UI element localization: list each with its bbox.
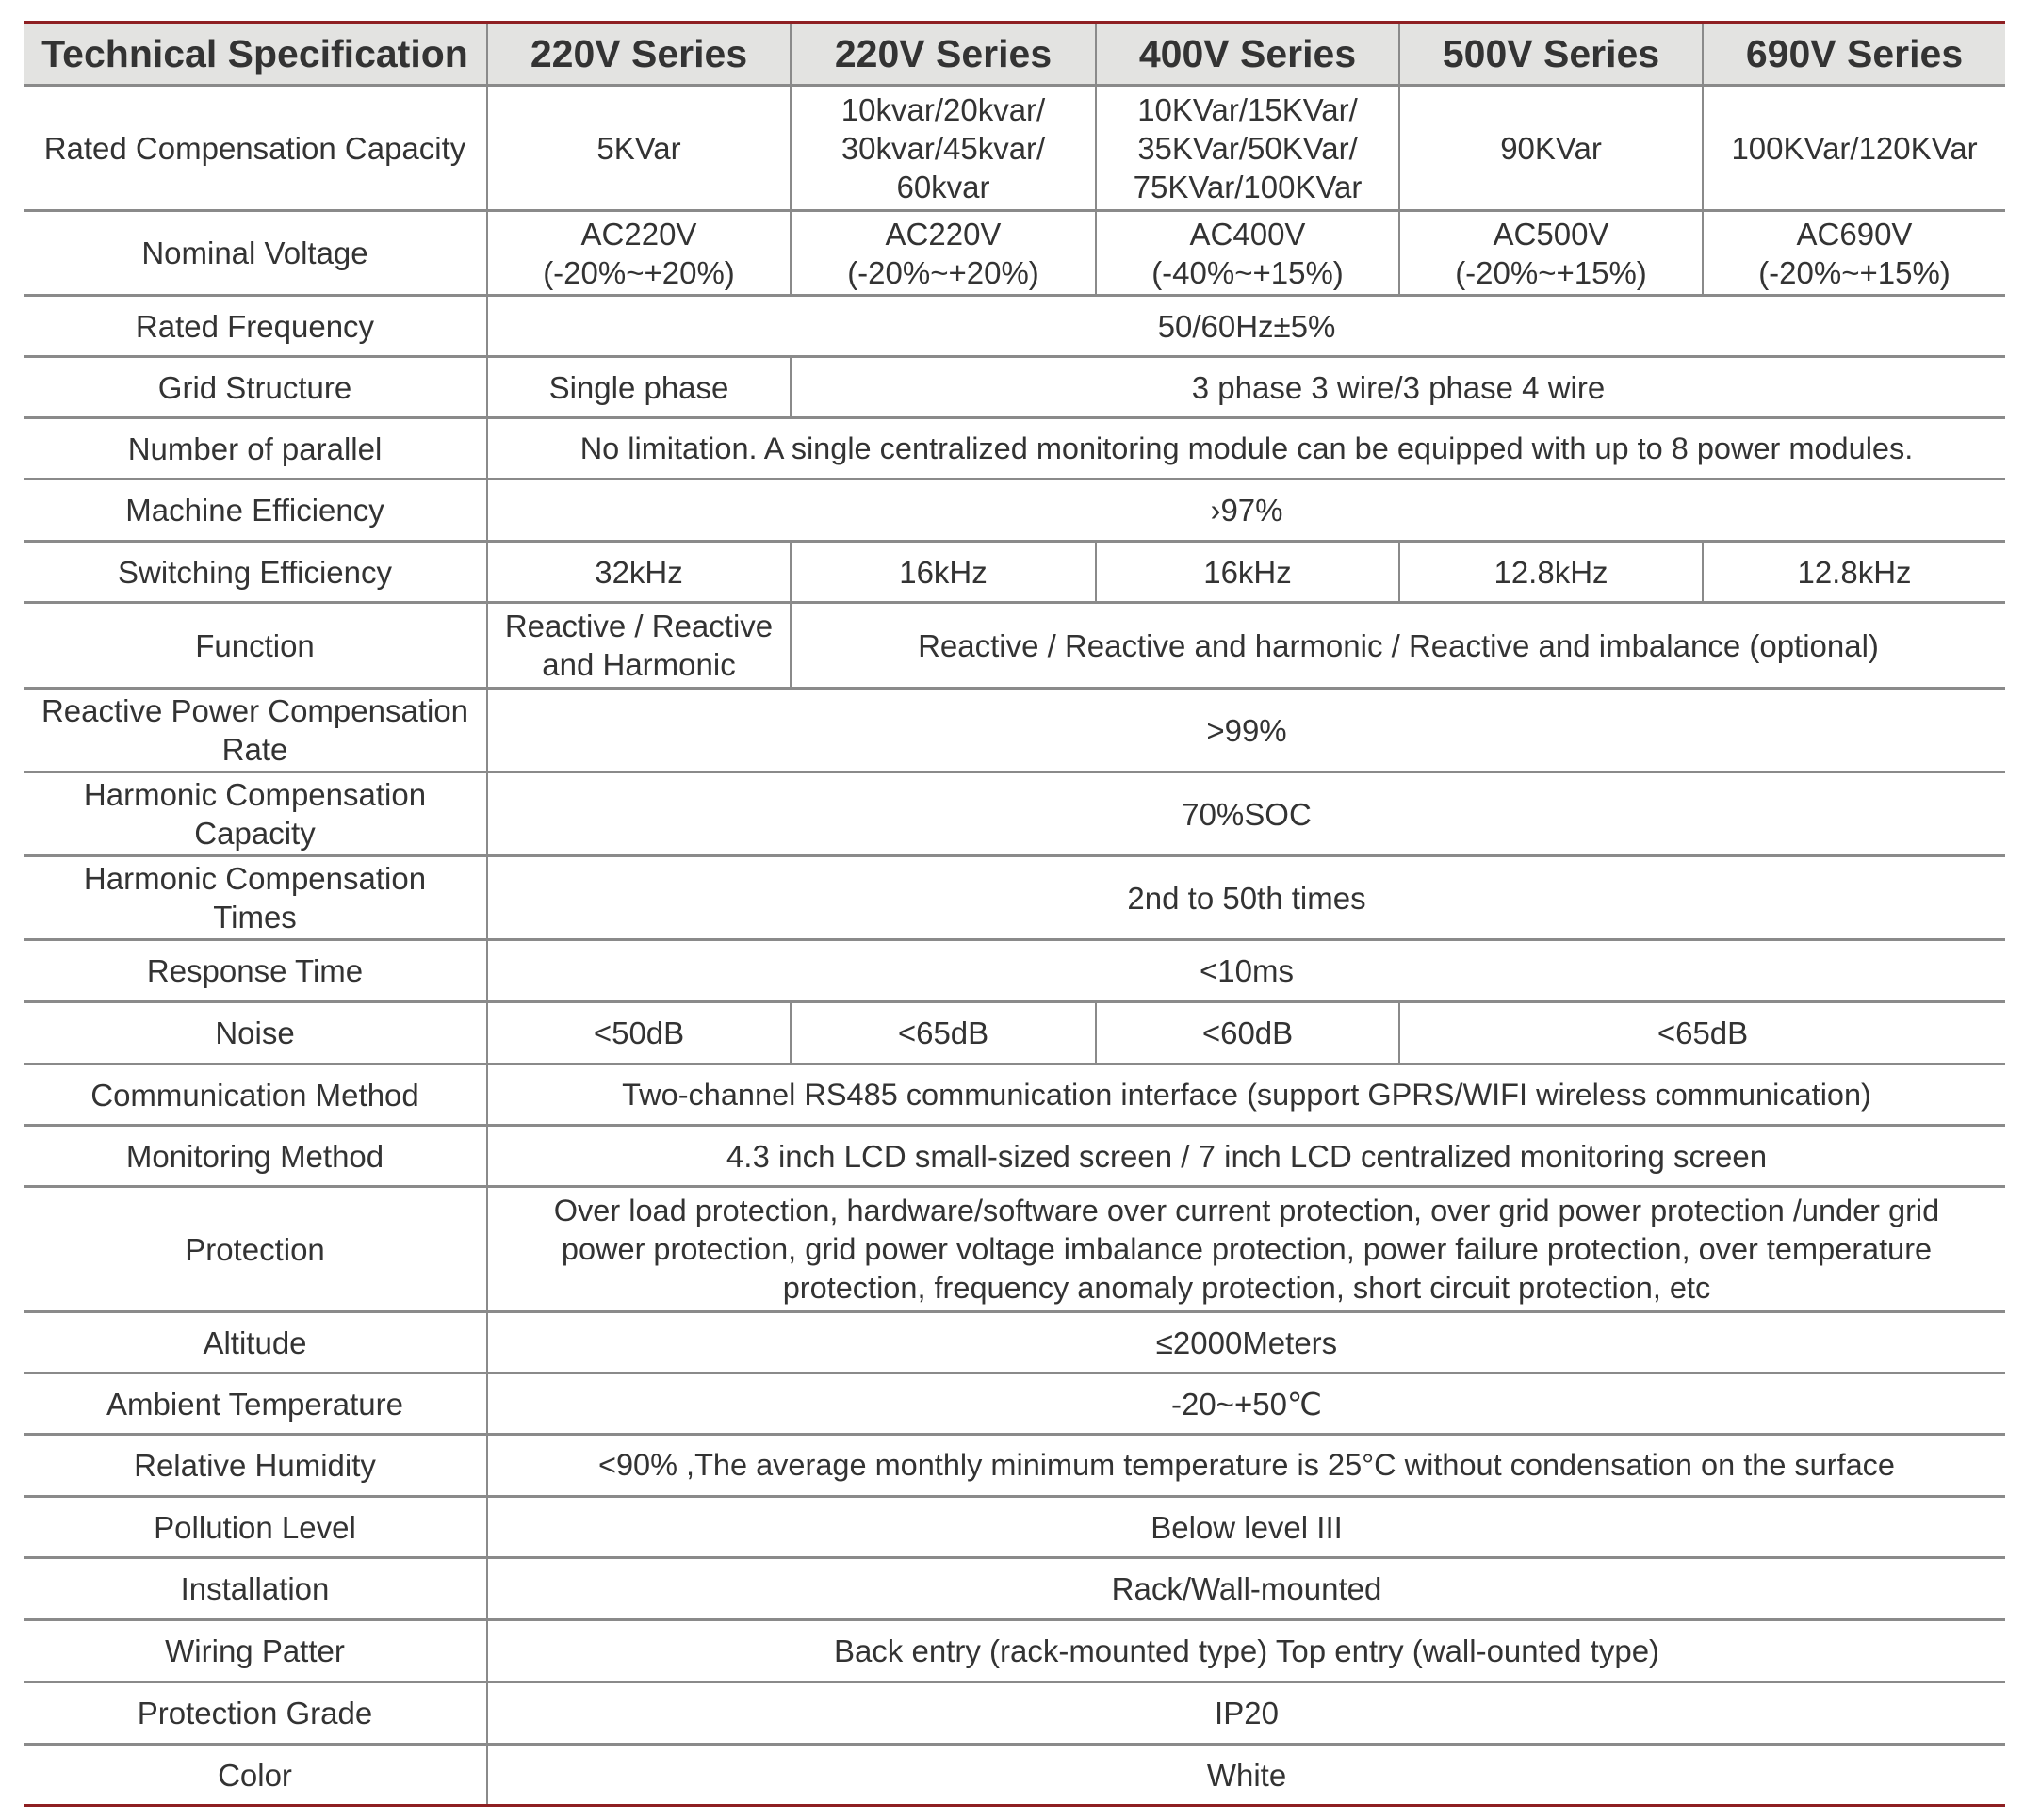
spec-value-function: Reactive / Reactive and Harmonic (486, 601, 790, 687)
spec-value-response-time: <10ms (486, 938, 2005, 1000)
header-column-3: 400V Series (1095, 24, 1398, 87)
header-column-2: 220V Series (790, 24, 1095, 87)
spec-value-installation: Rack/Wall-mounted (486, 1556, 2005, 1618)
spec-value-reactive-power-compensation-rate: >99% (486, 687, 2005, 771)
row-label-nominal-voltage: Nominal Voltage (24, 209, 486, 294)
row-label-relative-humidity: Relative Humidity (24, 1433, 486, 1495)
spec-value-function: Reactive / Reactive and harmonic / Reactive and imbalance (optional) (790, 601, 2005, 687)
spec-value-rated-compensation-capacity: 5KVar (486, 87, 790, 209)
spec-value-switching-efficiency: 12.8kHz (1398, 540, 1702, 601)
spec-value-rated-compensation-capacity: 100KVar/120KVar (1702, 87, 2005, 209)
row-label-pollution-level: Pollution Level (24, 1495, 486, 1556)
spec-value-nominal-voltage: AC220V (-20%~+20%) (486, 209, 790, 294)
spec-value-switching-efficiency: 16kHz (790, 540, 1095, 601)
row-label-rated-compensation-capacity: Rated Compensation Capacity (43, 130, 466, 166)
row-label-machine-efficiency: Machine Efficiency (24, 478, 486, 540)
row-label-switching-efficiency: Switching Efficiency (24, 540, 486, 601)
spec-value-noise: <65dB (790, 1000, 1095, 1063)
row-label-noise: Noise (24, 1000, 486, 1063)
spec-value-protection-grade: IP20 (486, 1681, 2005, 1743)
spec-value-color: White (486, 1743, 2005, 1804)
spec-value-grid-structure: 3 phase 3 wire/3 phase 4 wire (790, 355, 2005, 416)
spec-value-wiring-patter: Back entry (rack-mounted type) Top entry (wall-ounted type) (486, 1618, 2005, 1681)
spec-value-rated-compensation-capacity: 90KVar (1398, 87, 1702, 209)
row-label-installation: Installation (24, 1556, 486, 1618)
spec-value-noise: <65dB (1398, 1000, 2005, 1063)
header-technical-specification: Technical Specification (24, 24, 486, 87)
spec-value-monitoring-method: 4.3 inch LCD small-sized screen / 7 inch LCD centralized monitoring screen (486, 1124, 2005, 1185)
spec-value-switching-efficiency: 32kHz (486, 540, 790, 601)
row-label-wiring-patter: Wiring Patter (24, 1618, 486, 1681)
spec-value-harmonic-compensation-times: 2nd to 50th times (486, 854, 2005, 938)
spec-value-rated-compensation-capacity: 10kvar/20kvar/ 30kvar/45kvar/ 60kvar (790, 87, 1095, 209)
technical-specification-table (24, 21, 2005, 1807)
spec-value-harmonic-compensation-capacity: 70%SOC (486, 771, 2005, 854)
spec-value-number-of-parallel: No limitation. A single centralized monitoring module can be equipped with up to 8 power modules. (486, 416, 2005, 478)
row-label-grid-structure: Grid Structure (24, 355, 486, 416)
row-label-rated-frequency: Rated Frequency (24, 294, 486, 355)
row-label-protection-grade: Protection Grade (24, 1681, 486, 1743)
row-label-number-of-parallel: Number of parallel (24, 416, 486, 478)
row-label-communication-method: Communication Method (24, 1063, 486, 1124)
spec-value-switching-efficiency: 16kHz (1095, 540, 1398, 601)
header-column-4: 500V Series (1398, 24, 1702, 87)
row-label-reactive-power-compensation-rate: Reactive Power Compensation Rate (24, 687, 486, 771)
spec-value-nominal-voltage: AC690V (-20%~+15%) (1702, 209, 2005, 294)
spec-value-rated-compensation-capacity: 10KVar/15KVar/ 35KVar/50KVar/ 75KVar/100KVar (1095, 87, 1398, 209)
row-label-altitude: Altitude (24, 1310, 486, 1372)
row-label-color: Color (24, 1743, 486, 1804)
header-column-5: 690V Series (1702, 24, 2005, 87)
spec-value-noise: <60dB (1095, 1000, 1398, 1063)
spec-value-altitude: ≤2000Meters (486, 1310, 2005, 1372)
row-label-ambient-temperature: Ambient Temperature (24, 1372, 486, 1433)
spec-value-machine-efficiency: ›97% (486, 478, 2005, 540)
spec-value-ambient-temperature: -20~+50℃ (486, 1372, 2005, 1433)
row-label-harmonic-compensation-times: Harmonic Compensation Times (24, 854, 486, 938)
row-label-response-time: Response Time (24, 938, 486, 1000)
spec-value-communication-method: Two-channel RS485 communication interface (support GPRS/WIFI wireless communication) (486, 1063, 2005, 1124)
row-label-function: Function (24, 601, 486, 687)
spec-value-relative-humidity: <90% ,The average monthly minimum temperature is 25°C without condensation on the surface (486, 1433, 2005, 1495)
spec-value-protection: Over load protection, hardware/software over current protection, over grid power protection /under grid power protection, grid power voltage imbalance protection, power failure protection, over temperature protection, frequency anomaly protection, short circuit protection, etc (486, 1185, 2005, 1310)
row-label-protection: Protection (24, 1185, 486, 1310)
header-column-1: 220V Series (486, 24, 790, 87)
spec-value-nominal-voltage: AC400V (-40%~+15%) (1095, 209, 1398, 294)
spec-value-nominal-voltage: AC500V (-20%~+15%) (1398, 209, 1702, 294)
spec-value-noise: <50dB (486, 1000, 790, 1063)
row-label-monitoring-method: Monitoring Method (24, 1124, 486, 1185)
row-label-harmonic-compensation-capacity: Harmonic Compensation Capacity (24, 771, 486, 854)
spec-value-pollution-level: Below level III (486, 1495, 2005, 1556)
spec-value-switching-efficiency: 12.8kHz (1702, 540, 2005, 601)
spec-value-nominal-voltage: AC220V (-20%~+20%) (790, 209, 1095, 294)
spec-value-rated-frequency: 50/60Hz±5% (486, 294, 2005, 355)
spec-value-grid-structure: Single phase (486, 355, 790, 416)
